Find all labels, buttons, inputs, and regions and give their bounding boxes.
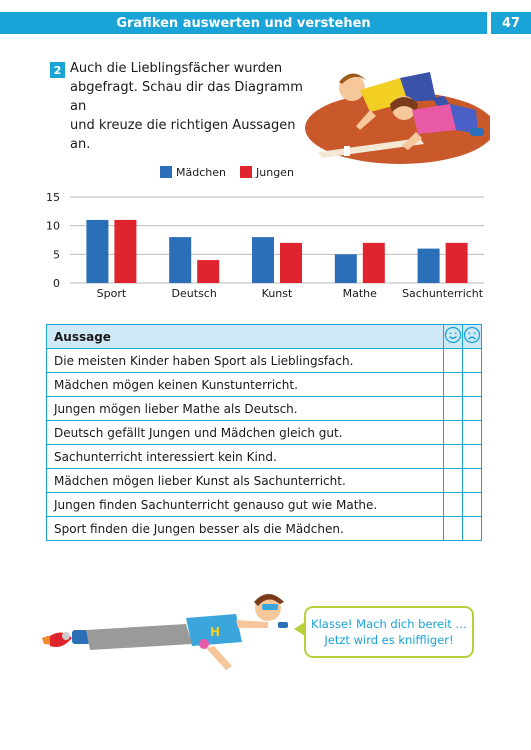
- table-row: [47, 421, 482, 445]
- sad-face-column: [463, 325, 482, 349]
- bar-mädchen: [169, 237, 191, 283]
- bar-chart: [0, 155, 531, 305]
- bar-jungen: [197, 260, 219, 283]
- speech-bubble: [304, 606, 474, 658]
- bar-mädchen: [335, 254, 357, 283]
- disagree-checkbox[interactable]: [463, 493, 482, 517]
- statement-table: [46, 324, 482, 541]
- chart-x-labels: [97, 287, 484, 300]
- statement-text: Jungen finden Sachunterricht genauso gut wie Mathe.: [47, 493, 444, 517]
- y-tick-label: 5: [53, 248, 60, 262]
- bar-jungen: [114, 220, 136, 283]
- x-tick-label: Sport: [96, 287, 127, 300]
- speech-bubble-line: Jetzt wird es kniffliger!: [324, 633, 454, 647]
- legend-swatch: [240, 166, 252, 178]
- x-tick-label: Kunst: [261, 287, 293, 300]
- chart-bars: [86, 220, 467, 283]
- statement-text: Die meisten Kinder haben Sport als Lieblingsfach.: [47, 349, 444, 373]
- page-number-text: 47: [501, 15, 521, 31]
- agree-checkbox[interactable]: [444, 517, 463, 541]
- agree-checkbox[interactable]: [444, 349, 463, 373]
- table-row: [47, 373, 482, 397]
- disagree-checkbox[interactable]: [463, 397, 482, 421]
- table-row: [47, 397, 482, 421]
- statement-text: Sachunterricht interessiert kein Kind.: [47, 445, 444, 469]
- speech-bubble-line: Klasse! Mach dich bereit …: [311, 617, 467, 631]
- statement-text: Mädchen mögen lieber Kunst als Sachunterricht.: [47, 469, 444, 493]
- bar-jungen: [446, 243, 468, 283]
- agree-checkbox[interactable]: [444, 493, 463, 517]
- task-number: 2: [50, 62, 65, 78]
- bar-mädchen: [252, 237, 274, 283]
- legend-label: Mädchen: [176, 166, 226, 179]
- disagree-checkbox[interactable]: [463, 469, 482, 493]
- svg-text:H: H: [210, 625, 221, 639]
- legend-label: Jungen: [256, 166, 294, 179]
- statement-text: Sport finden die Jungen besser als die Mädchen.: [47, 517, 444, 541]
- agree-checkbox[interactable]: [444, 421, 463, 445]
- task-line: abgefragt. Schau dir das Diagramm an: [70, 80, 303, 114]
- agree-checkbox[interactable]: [444, 397, 463, 421]
- task-line: Auch die Lieblingsfächer wurden: [70, 61, 283, 76]
- disagree-checkbox[interactable]: [463, 349, 482, 373]
- disagree-checkbox[interactable]: [463, 373, 482, 397]
- y-tick-label: 10: [46, 219, 60, 233]
- bar-jungen: [363, 243, 385, 283]
- page-number: [491, 12, 531, 34]
- chart-legend: [160, 166, 294, 179]
- bar-mädchen: [86, 220, 108, 283]
- bar-jungen: [280, 243, 302, 283]
- agree-checkbox[interactable]: [444, 445, 463, 469]
- disagree-checkbox[interactable]: [463, 517, 482, 541]
- bar-mädchen: [418, 249, 440, 283]
- table-header-aussage: Aussage: [47, 325, 444, 349]
- x-tick-label: Sachunterricht: [402, 287, 484, 300]
- table-row: [47, 517, 482, 541]
- table-row: [47, 445, 482, 469]
- disagree-checkbox[interactable]: [463, 421, 482, 445]
- children-running-illustration: [300, 48, 490, 166]
- disagree-checkbox[interactable]: [463, 445, 482, 469]
- sad-face-icon: [463, 326, 481, 344]
- agree-checkbox[interactable]: [444, 469, 463, 493]
- happy-face-icon: [444, 326, 462, 344]
- table-row: [47, 469, 482, 493]
- table-header-row: [47, 325, 482, 349]
- statement-text: Mädchen mögen keinen Kunstunterricht.: [47, 373, 444, 397]
- task-instruction: [70, 59, 310, 154]
- page-title: Grafiken auswerten und verstehen: [116, 15, 371, 31]
- task-line: und kreuze die richtigen Aussagen an.: [70, 118, 296, 152]
- x-tick-label: Mathe: [342, 287, 377, 300]
- header-bar: [0, 12, 487, 34]
- x-tick-label: Deutsch: [171, 287, 217, 300]
- agree-checkbox[interactable]: [444, 373, 463, 397]
- legend-swatch: [160, 166, 172, 178]
- table-row: [47, 493, 482, 517]
- y-tick-label: 0: [53, 277, 60, 290]
- y-tick-label: 15: [46, 191, 60, 204]
- table-row: [47, 349, 482, 373]
- happy-face-column: [444, 325, 463, 349]
- statement-text: Deutsch gefällt Jungen und Mädchen gleich gut.: [47, 421, 444, 445]
- statement-text: Jungen mögen lieber Mathe als Deutsch.: [47, 397, 444, 421]
- flying-hero-illustration: [36, 580, 296, 690]
